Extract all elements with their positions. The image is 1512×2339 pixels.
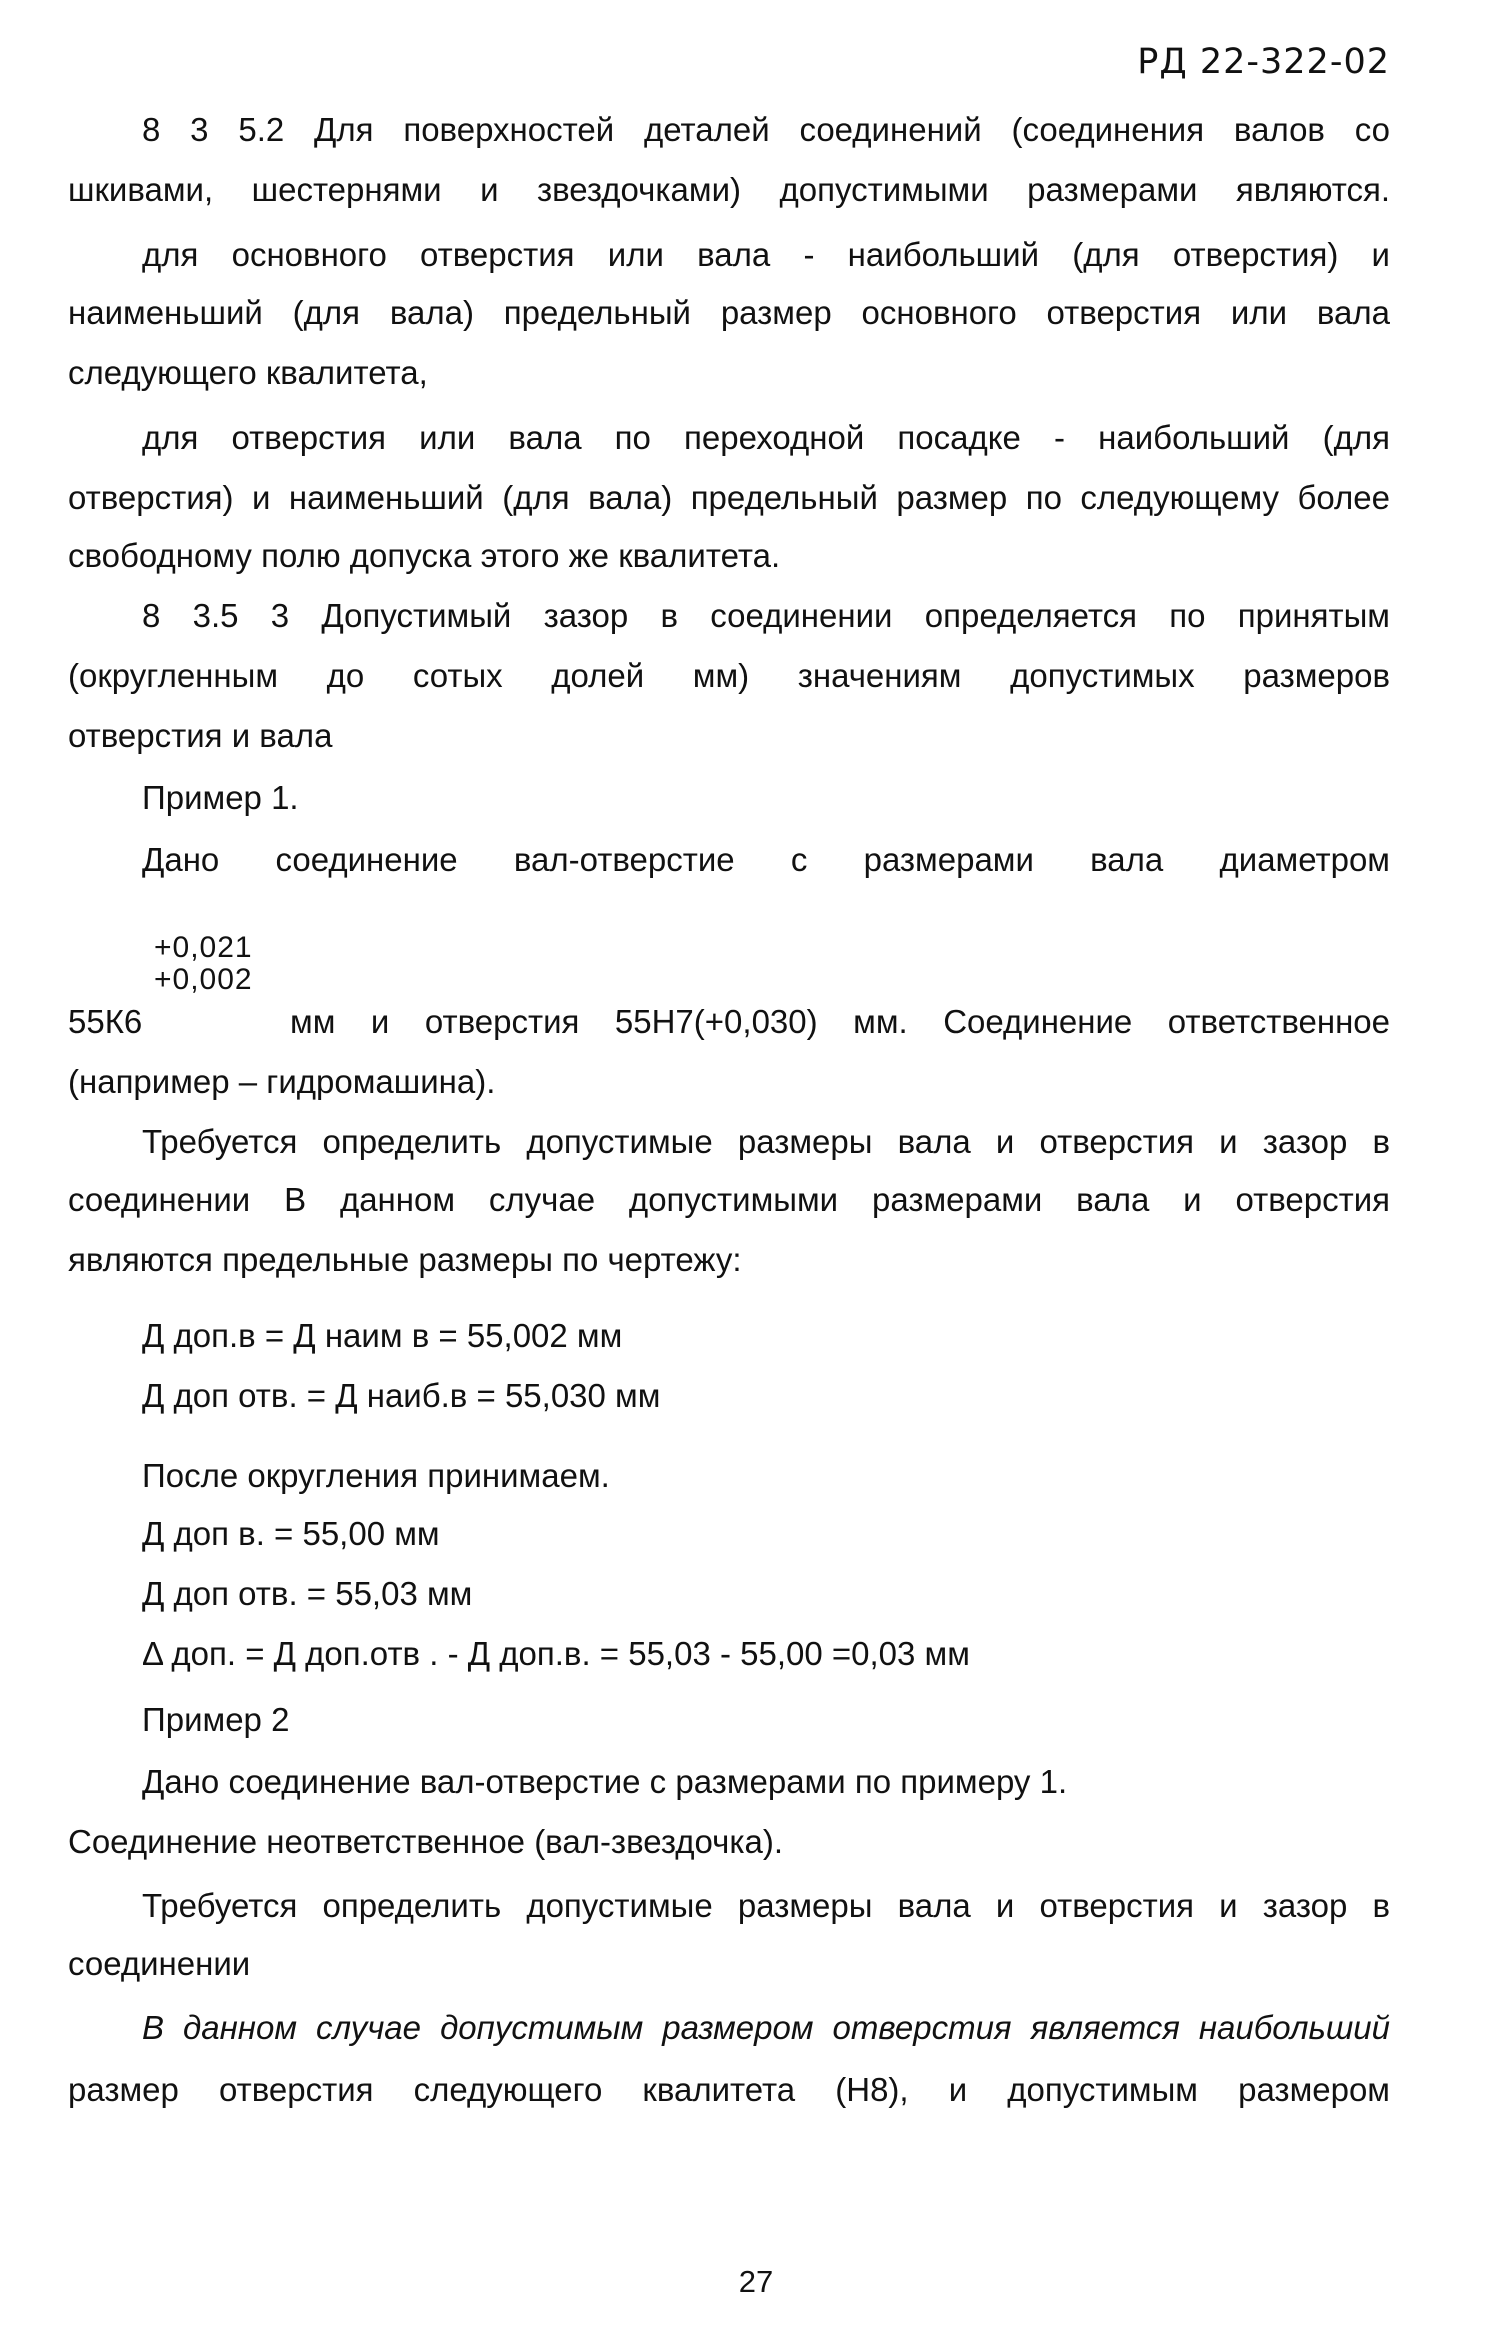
text-line: для отверстия или вала по переходной посадке - наибольший (для — [142, 419, 1390, 456]
fit-designation: 55К6 — [68, 1003, 143, 1040]
example-heading: Пример 2 — [142, 1701, 290, 1738]
example-heading: Пример 1. — [142, 779, 299, 816]
text-line: (например – гидромашина). — [68, 1063, 496, 1100]
text-line: для основного отверстия или вала - наибольший (для отверстия) и — [142, 236, 1390, 273]
page-number: 27 — [738, 2264, 774, 2299]
formula-line: Δ доп. = Д доп.отв . - Д доп.в. = 55,03 - 55,00 =0,03 мм — [142, 1635, 970, 1672]
text-line: Дано соединение вал-отверстие с размерами вала диаметром — [142, 841, 1390, 878]
text-line: Соединение неответственное (вал-звездочка). — [68, 1823, 784, 1860]
text-line: отверстия) и наименьший (для вала) предельный размер по следующему более — [68, 479, 1390, 516]
text-line: размер отверстия следующего квалитета (Н8), и допустимым размером — [68, 2071, 1390, 2108]
text-line: наименьший (для вала) предельный размер основного отверстия или вала — [68, 294, 1390, 331]
formula-line: Д доп отв. = 55,03 мм — [142, 1575, 473, 1612]
text-line: отверстия и вала — [68, 717, 333, 754]
text-line: Требуется определить допустимые размеры вала и отверстия и зазор в — [142, 1887, 1390, 1924]
text-line: соединении В данном случае допустимыми размерами вала и отверстия — [68, 1181, 1390, 1218]
text-line: соединении — [68, 1945, 251, 1982]
formula-line: Д доп.в = Д наим в = 55,002 мм — [142, 1317, 623, 1354]
text-line: шкивами, шестернями и звездочками) допустимыми размерами являются. — [68, 171, 1390, 208]
formula-line: Д доп в. = 55,00 мм — [142, 1515, 440, 1552]
text-line: свободному полю допуска этого же квалитета. — [68, 537, 781, 574]
text-line: мм и отверстия 55Н7(+0,030) мм. Соединение ответственное — [290, 1003, 1390, 1040]
text-line: Требуется определить допустимые размеры вала и отверстия и зазор в — [142, 1123, 1390, 1160]
text-line: являются предельные размеры по чертежу: — [68, 1241, 742, 1278]
text-line: 8 3 5.2 Для поверхностей деталей соединений (соединения валов со — [142, 111, 1390, 148]
text-line: (округленным до сотых долей мм) значениям допустимых размеров — [68, 657, 1390, 694]
text-line: 8 3.5 3 Допустимый зазор в соединении определяется по принятым — [142, 597, 1390, 634]
text-line: Дано соединение вал-отверстие с размерами по примеру 1. — [142, 1763, 1068, 1800]
text-line: В данном случае допустимым размером отверстия является наибольший — [142, 2009, 1390, 2046]
tolerance-lower: +0,002 — [154, 963, 253, 996]
text-line: следующего квалитета, — [68, 354, 428, 391]
tolerance-upper: +0,021 — [154, 931, 253, 964]
formula-line: Д доп отв. = Д наиб.в = 55,030 мм — [142, 1377, 661, 1414]
text-line: После округления принимаем. — [142, 1457, 610, 1494]
document-code: РД 22-322-02 — [1137, 42, 1390, 82]
